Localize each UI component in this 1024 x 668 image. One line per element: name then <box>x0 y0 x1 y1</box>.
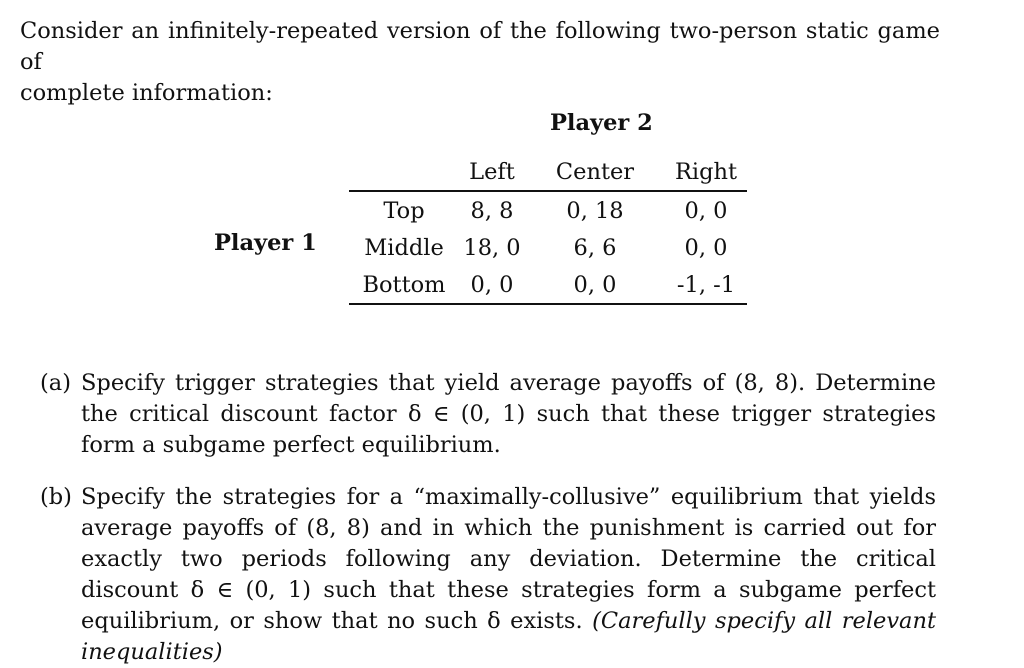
question-a-tag: (a) <box>40 370 71 396</box>
payoff-cell: 0, 18 <box>566 197 624 224</box>
column-header-left: Left <box>459 153 525 191</box>
payoff-cell: 0, 0 <box>459 266 525 304</box>
payoff-cell: 18, 0 <box>463 234 521 261</box>
payoff-cell: 0, 0 <box>684 234 728 261</box>
payoff-cell: -1, -1 <box>665 266 747 304</box>
column-header-row <box>349 153 747 191</box>
intro-line-1: Consider an infinitely-repeated version of the following two-person static game of <box>20 18 940 75</box>
table-row <box>349 266 747 304</box>
table-row <box>349 191 747 229</box>
payoff-cell: 0, 0 <box>684 197 728 224</box>
question-b-tag: (b) <box>40 484 72 510</box>
player-1-label: Player 1 <box>214 230 317 256</box>
question-b <box>40 482 936 668</box>
column-header-center: Center <box>525 153 665 191</box>
corner-cell <box>349 153 459 191</box>
player-2-label: Player 2 <box>550 110 653 136</box>
column-header-right: Right <box>665 153 747 191</box>
row-label-top: Top <box>383 197 425 224</box>
payoff-cell: 0, 0 <box>525 266 665 304</box>
question-b-body <box>81 482 936 668</box>
row-label-middle: Middle <box>364 234 444 261</box>
intro-line-2: complete information: <box>20 80 273 106</box>
question-a-text: Specify trigger strategies that yield average payoffs of (8, 8). Determine the critical discount factor δ ∈ (0, 1) such that these trigger strategies form a subgame perfect equilibrium. <box>81 370 936 458</box>
intro-paragraph <box>20 16 940 109</box>
row-label-bottom: Bottom <box>349 266 459 304</box>
payoff-matrix <box>349 153 747 305</box>
question-a <box>40 368 936 461</box>
question-b-emphasis: (Carefully specify all relevant inequalities) <box>81 608 936 665</box>
table-row <box>349 229 747 266</box>
payoff-cell: 8, 8 <box>470 197 514 224</box>
payoff-cell: 6, 6 <box>573 234 617 261</box>
question-b-text: Specify the strategies for a “maximally-collusive” equilibrium that yields average payoffs of (8, 8) and in which the punishment is carried out for exactly two periods following any deviation. Determine the critical discount δ ∈ (0, 1) such that these strategies form a subgame perfect equilibrium, or show that no such δ exists. <box>81 484 936 634</box>
